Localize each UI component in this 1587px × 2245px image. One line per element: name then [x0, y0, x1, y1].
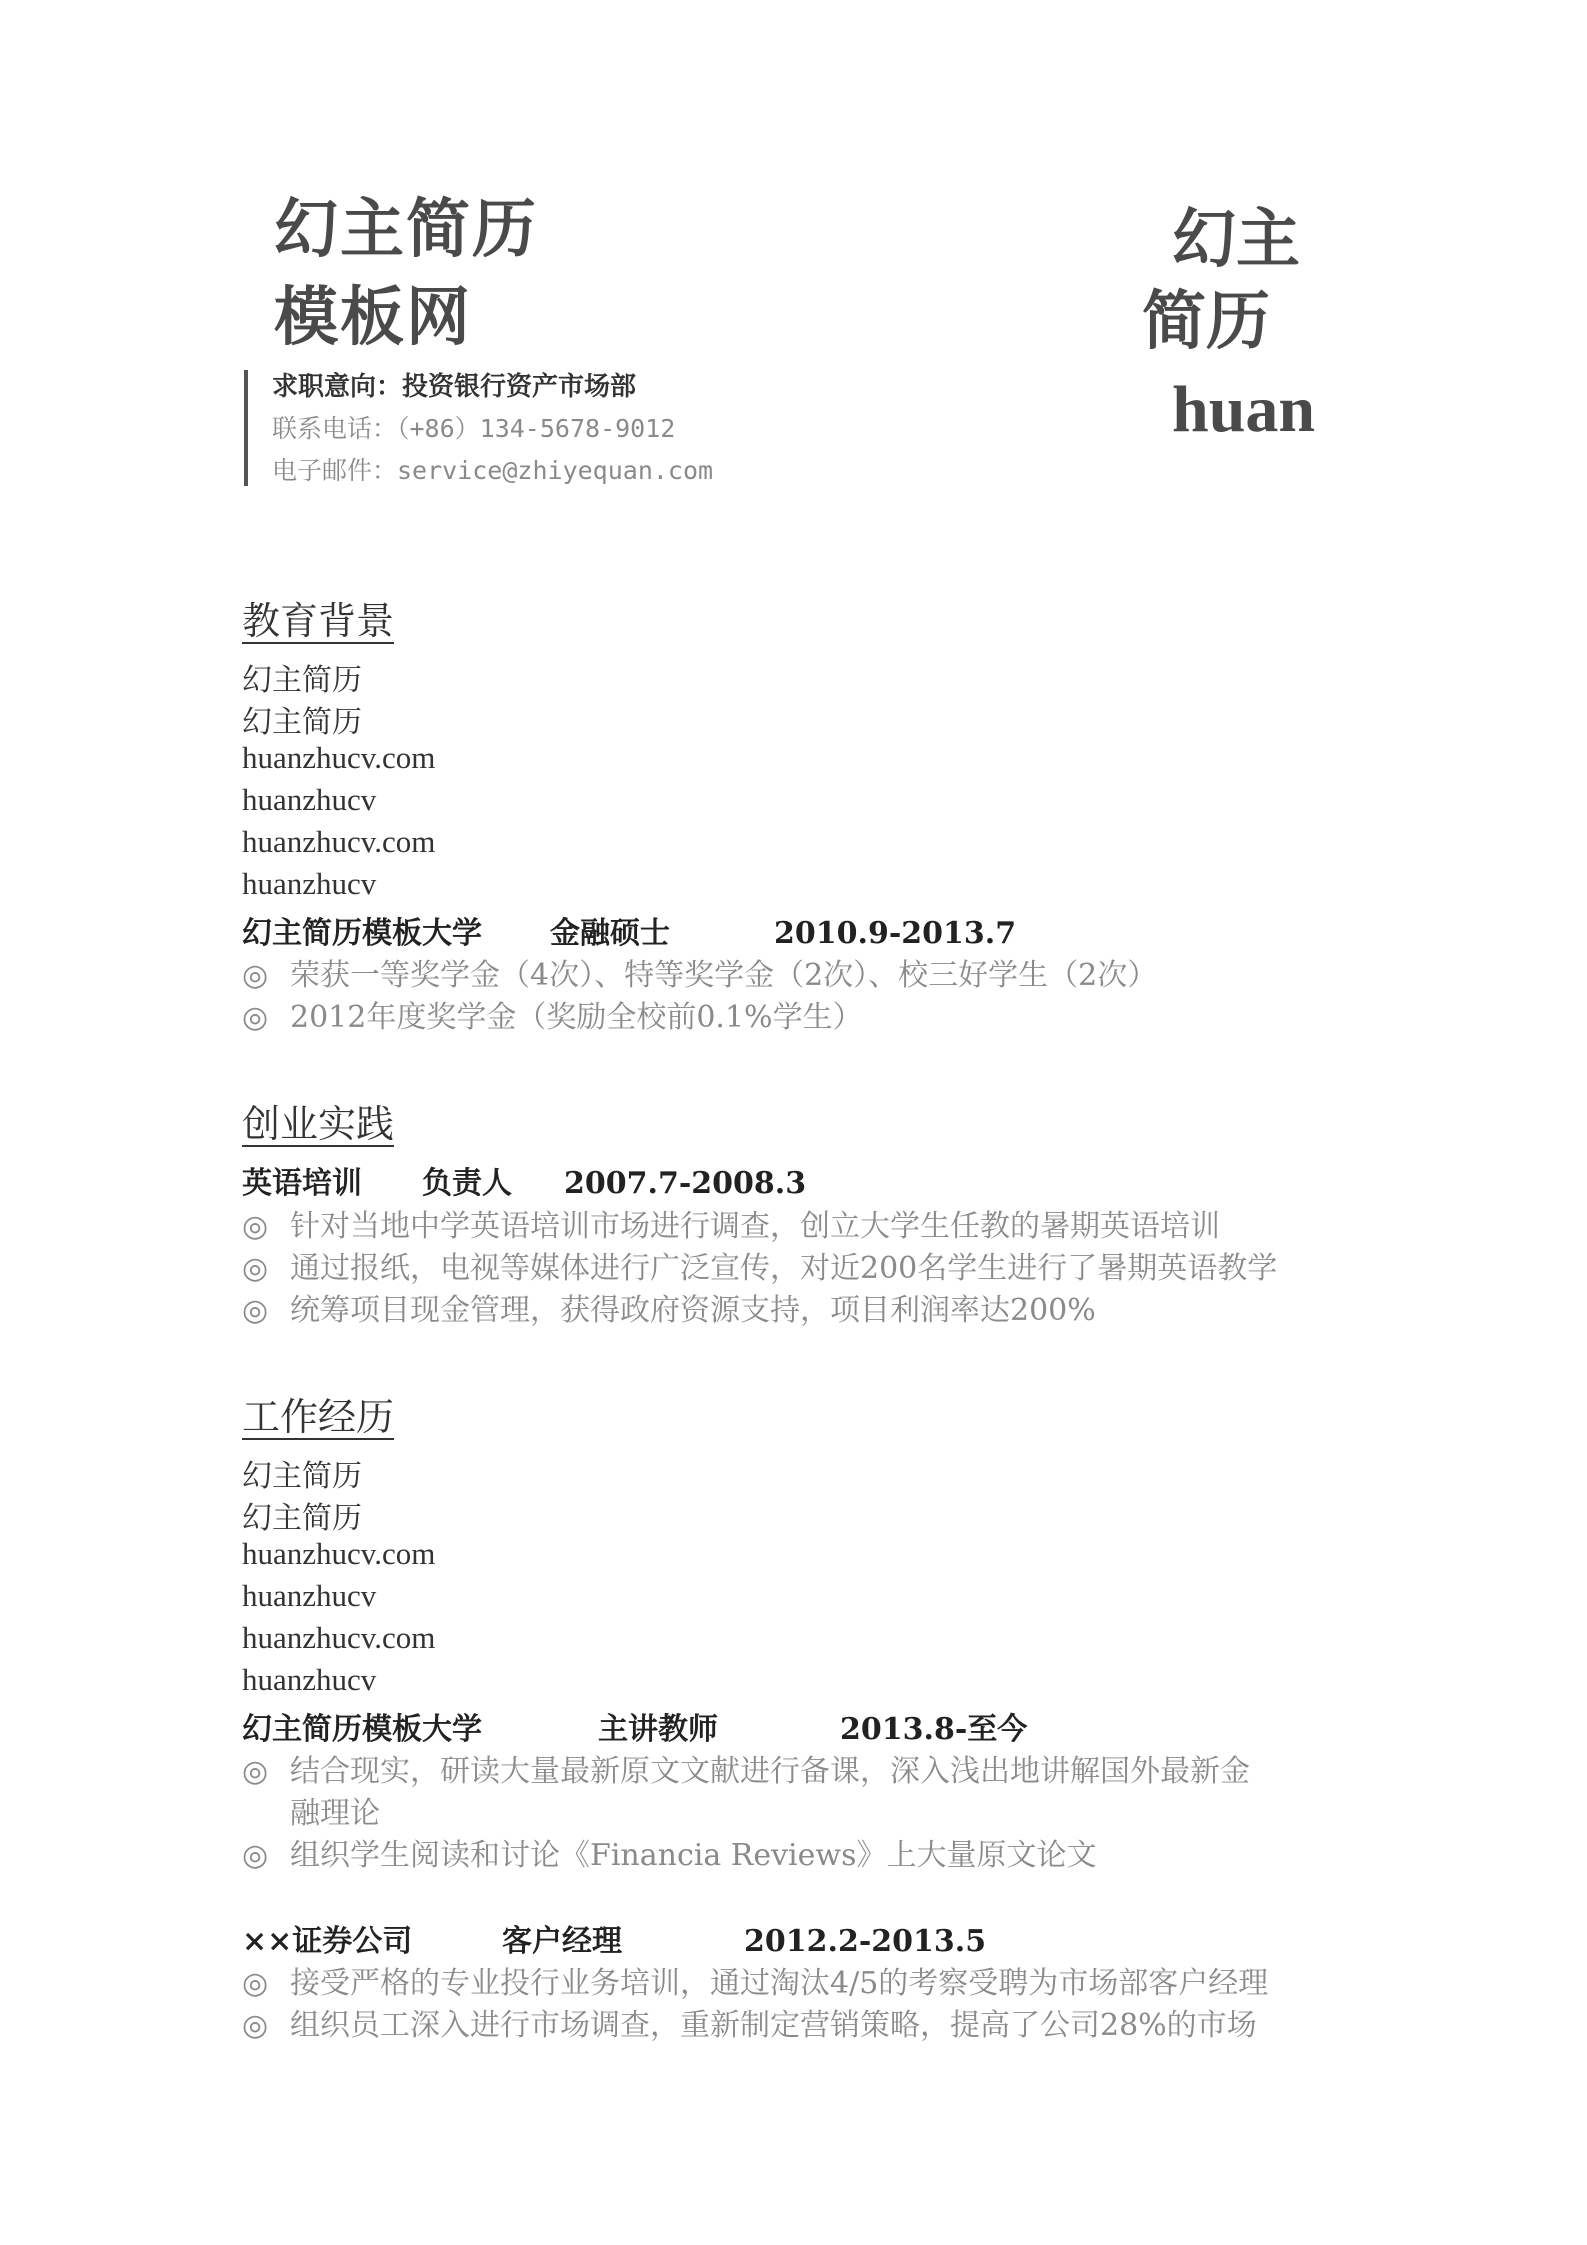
work-org: ××证券公司 — [242, 1924, 413, 1959]
work-line: 幻主简历 — [242, 1459, 362, 1494]
bullet-mark: ◎ — [242, 1838, 269, 1873]
job-intent: 求职意向：投资银行资产市场部 — [272, 372, 637, 402]
work-section-title: 工作经历 — [242, 1395, 395, 1439]
bullet-mark: ◎ — [242, 958, 269, 993]
work-bullet-continuation: 融理论 — [290, 1796, 380, 1831]
work-role: 客户经理 — [502, 1924, 622, 1959]
bullet-mark: ◎ — [242, 1209, 269, 1244]
side-logo-line2: 简历 — [1142, 284, 1270, 359]
bullet-mark: ◎ — [242, 1966, 269, 2001]
startup-entry — [242, 1158, 806, 1202]
education-line: 幻主简历 — [242, 663, 362, 698]
education-degree: 金融硕士 — [550, 916, 670, 951]
startup-bullet: ◎ 统筹项目现金管理，获得政府资源支持，项目利润率达200% — [242, 1293, 1096, 1328]
bullet-mark: ◎ — [242, 1754, 269, 1789]
work-line: huanzhucv — [242, 1578, 377, 1613]
work-role: 主讲教师 — [598, 1712, 718, 1747]
startup-bullet: ◎ 通过报纸，电视等媒体进行广泛宣传，对近200名学生进行了暑期英语教学 — [242, 1251, 1278, 1286]
bullet-mark: ◎ — [242, 1293, 269, 1328]
work-entry-2 — [242, 1916, 986, 1960]
side-logo-line3: huan — [1172, 373, 1316, 446]
header-accent-bar — [244, 370, 248, 486]
education-line: huanzhucv — [242, 866, 377, 901]
education-line: 幻主简历 — [242, 705, 362, 740]
education-period: 2010.9-2013.7 — [774, 916, 1017, 951]
bullet-mark: ◎ — [242, 1251, 269, 1286]
phone-contact: 联系电话：（+86）134-5678-9012 — [272, 414, 676, 443]
work-bullet: ◎ 结合现实，研读大量最新原文文献进行备课，深入浅出地讲解国外最新金 — [242, 1754, 1250, 1789]
work-period: 2013.8-至今 — [840, 1712, 1028, 1747]
education-entry — [242, 908, 1016, 952]
work-line: huanzhucv — [242, 1662, 377, 1697]
education-line: huanzhucv.com — [242, 740, 436, 775]
work-bullet: ◎ 接受严格的专业投行业务培训，通过淘汰4/5的考察受聘为市场部客户经理 — [242, 1966, 1269, 2001]
work-line: huanzhucv.com — [242, 1536, 436, 1571]
side-logo-line1: 幻主 — [1172, 202, 1300, 277]
work-period: 2012.2-2013.5 — [744, 1924, 987, 1959]
email-contact: 电子邮件：service@zhiyequan.com — [272, 456, 714, 485]
education-line: huanzhucv.com — [242, 824, 436, 859]
bullet-mark: ◎ — [242, 1000, 269, 1035]
bullet-mark: ◎ — [242, 2008, 269, 2043]
resume-title-line2: 模板网 — [274, 280, 472, 355]
education-bullet: ◎ 荣获一等奖学金（4次）、特等奖学金（2次）、校三好学生（2次） — [242, 958, 1158, 993]
startup-period: 2007.7-2008.3 — [564, 1166, 807, 1201]
education-section-title: 教育背景 — [242, 599, 395, 643]
education-bullet: ◎ 2012年度奖学金（奖励全校前0.1%学生） — [242, 1000, 863, 1035]
startup-section-title: 创业实践 — [242, 1102, 395, 1146]
work-line: huanzhucv.com — [242, 1620, 436, 1655]
work-bullet: ◎ 组织员工深入进行市场调查，重新制定营销策略，提高了公司28%的市场 — [242, 2008, 1257, 2043]
startup-role: 负责人 — [422, 1166, 512, 1201]
education-school: 幻主简历模板大学 — [242, 916, 482, 951]
work-org: 幻主简历模板大学 — [242, 1712, 482, 1747]
work-entry-1 — [242, 1704, 1027, 1748]
startup-bullet: ◎ 针对当地中学英语培训市场进行调查，创立大学生任教的暑期英语培训 — [242, 1209, 1220, 1244]
work-line: 幻主简历 — [242, 1501, 362, 1536]
work-bullet: ◎ 组织学生阅读和讨论《Financia Reviews》上大量原文论文 — [242, 1838, 1097, 1873]
startup-project: 英语培训 — [242, 1166, 362, 1201]
resume-title-line1: 幻主简历 — [274, 192, 538, 267]
education-line: huanzhucv — [242, 782, 377, 817]
